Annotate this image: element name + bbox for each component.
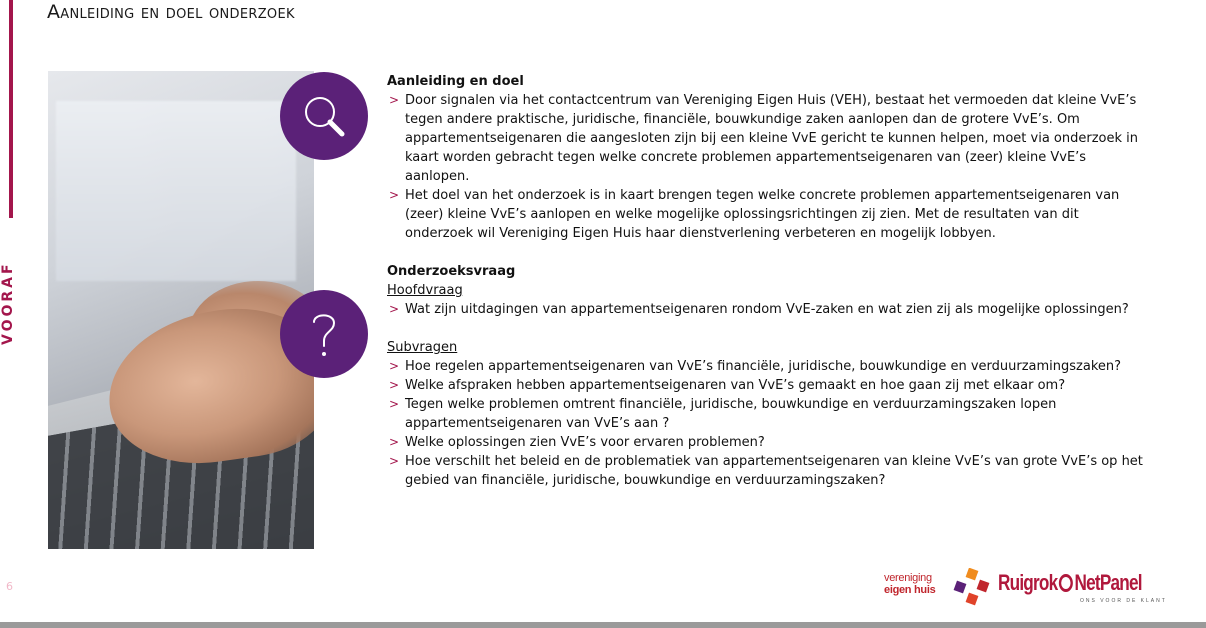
question-icon — [304, 306, 344, 362]
content-body — [387, 72, 1147, 490]
page-number: 6 — [6, 580, 13, 593]
list-item: > Door signalen via het contactcentrum van Vereniging Eigen Huis (VEH), bestaat het vermoeden dat kleine VvE’s tegen andere praktische, juridische, financiële, bouwkundige zaken aanlopen dan de grotere VvE’s. Om appartementseigenaren die aangesloten zijn bij een kleine VvE gericht te kunnen helpen, moet via onderzoek in kaart worden gebracht tegen welke concrete problemen appartementseigenaren van (zeer) kleine VvE’s aanlopen. — [387, 91, 1147, 186]
list-item: > Tegen welke problemen omtrent financiële, juridische, bouwkundige en verduurzamingszaken lopen appartementseigenaren van VvE’s aan ? — [387, 395, 1147, 433]
subvragen-label: Subvragen — [387, 340, 458, 355]
page-title: Aanleiding en doel onderzoek — [47, 1, 295, 23]
section-heading-onderzoeksvraag: Onderzoeksvraag — [387, 264, 516, 279]
subvragen-list — [387, 357, 1147, 490]
list-item: > Wat zijn uitdagingen van appartementseigenaren rondom VvE-zaken en wat zien zij als mogelijke oplossingen? — [387, 300, 1147, 319]
search-icon — [298, 90, 350, 142]
list-item: > Hoe regelen appartementseigenaren van VvE’s financiële, juridische, bouwkundige en verduurzamingszaken? — [387, 357, 1147, 376]
hoofdvraag-label: Hoofdvraag — [387, 283, 463, 298]
laptop-photo — [48, 71, 314, 549]
list-item: > Welke oplossingen zien VvE’s voor ervaren problemen? — [387, 433, 1147, 452]
section-heading-aanleiding: Aanleiding en doel — [387, 74, 524, 89]
ruigrok-netpanel-logo: Ruigrok NetPanel — [998, 570, 1142, 595]
footer-logos — [884, 566, 1167, 606]
aanleiding-list — [387, 91, 1147, 243]
logo-tagline: ONS VOOR DE KLANT — [1080, 598, 1167, 604]
list-item: > Het doel van het onderzoek is in kaart brengen tegen welke concrete problemen appartementseigenaren van (zeer) kleine VvE’s aanlopen en welke mogelijke oplossingsrichtingen zij zien. Met de resultaten van dit onderzoek wil Vereniging Eigen Huis haar dienstverlening verbeteren en mogelijk lobbyen. — [387, 186, 1147, 243]
hoofdvraag-list — [387, 300, 1147, 319]
list-item: > Welke afspraken hebben appartementseigenaren van VvE’s gemaakt en hoe gaan zij met elkaar om? — [387, 376, 1147, 395]
list-item: > Hoe verschilt het beleid en de problematiek van appartementseigenaren van kleine VvE’s van grote VvE’s op het gebied van financiële, juridische, bouwkundige en verduurzamingszaken? — [387, 452, 1147, 490]
section-label: VOORAF — [0, 261, 16, 345]
veh-logo-icon — [953, 568, 991, 606]
veh-logo-text: vereniging eigen huis — [884, 572, 936, 596]
search-icon-badge — [280, 72, 368, 160]
footer-bar — [0, 622, 1206, 628]
side-accent-bar — [9, 0, 13, 218]
question-icon-badge — [280, 290, 368, 378]
